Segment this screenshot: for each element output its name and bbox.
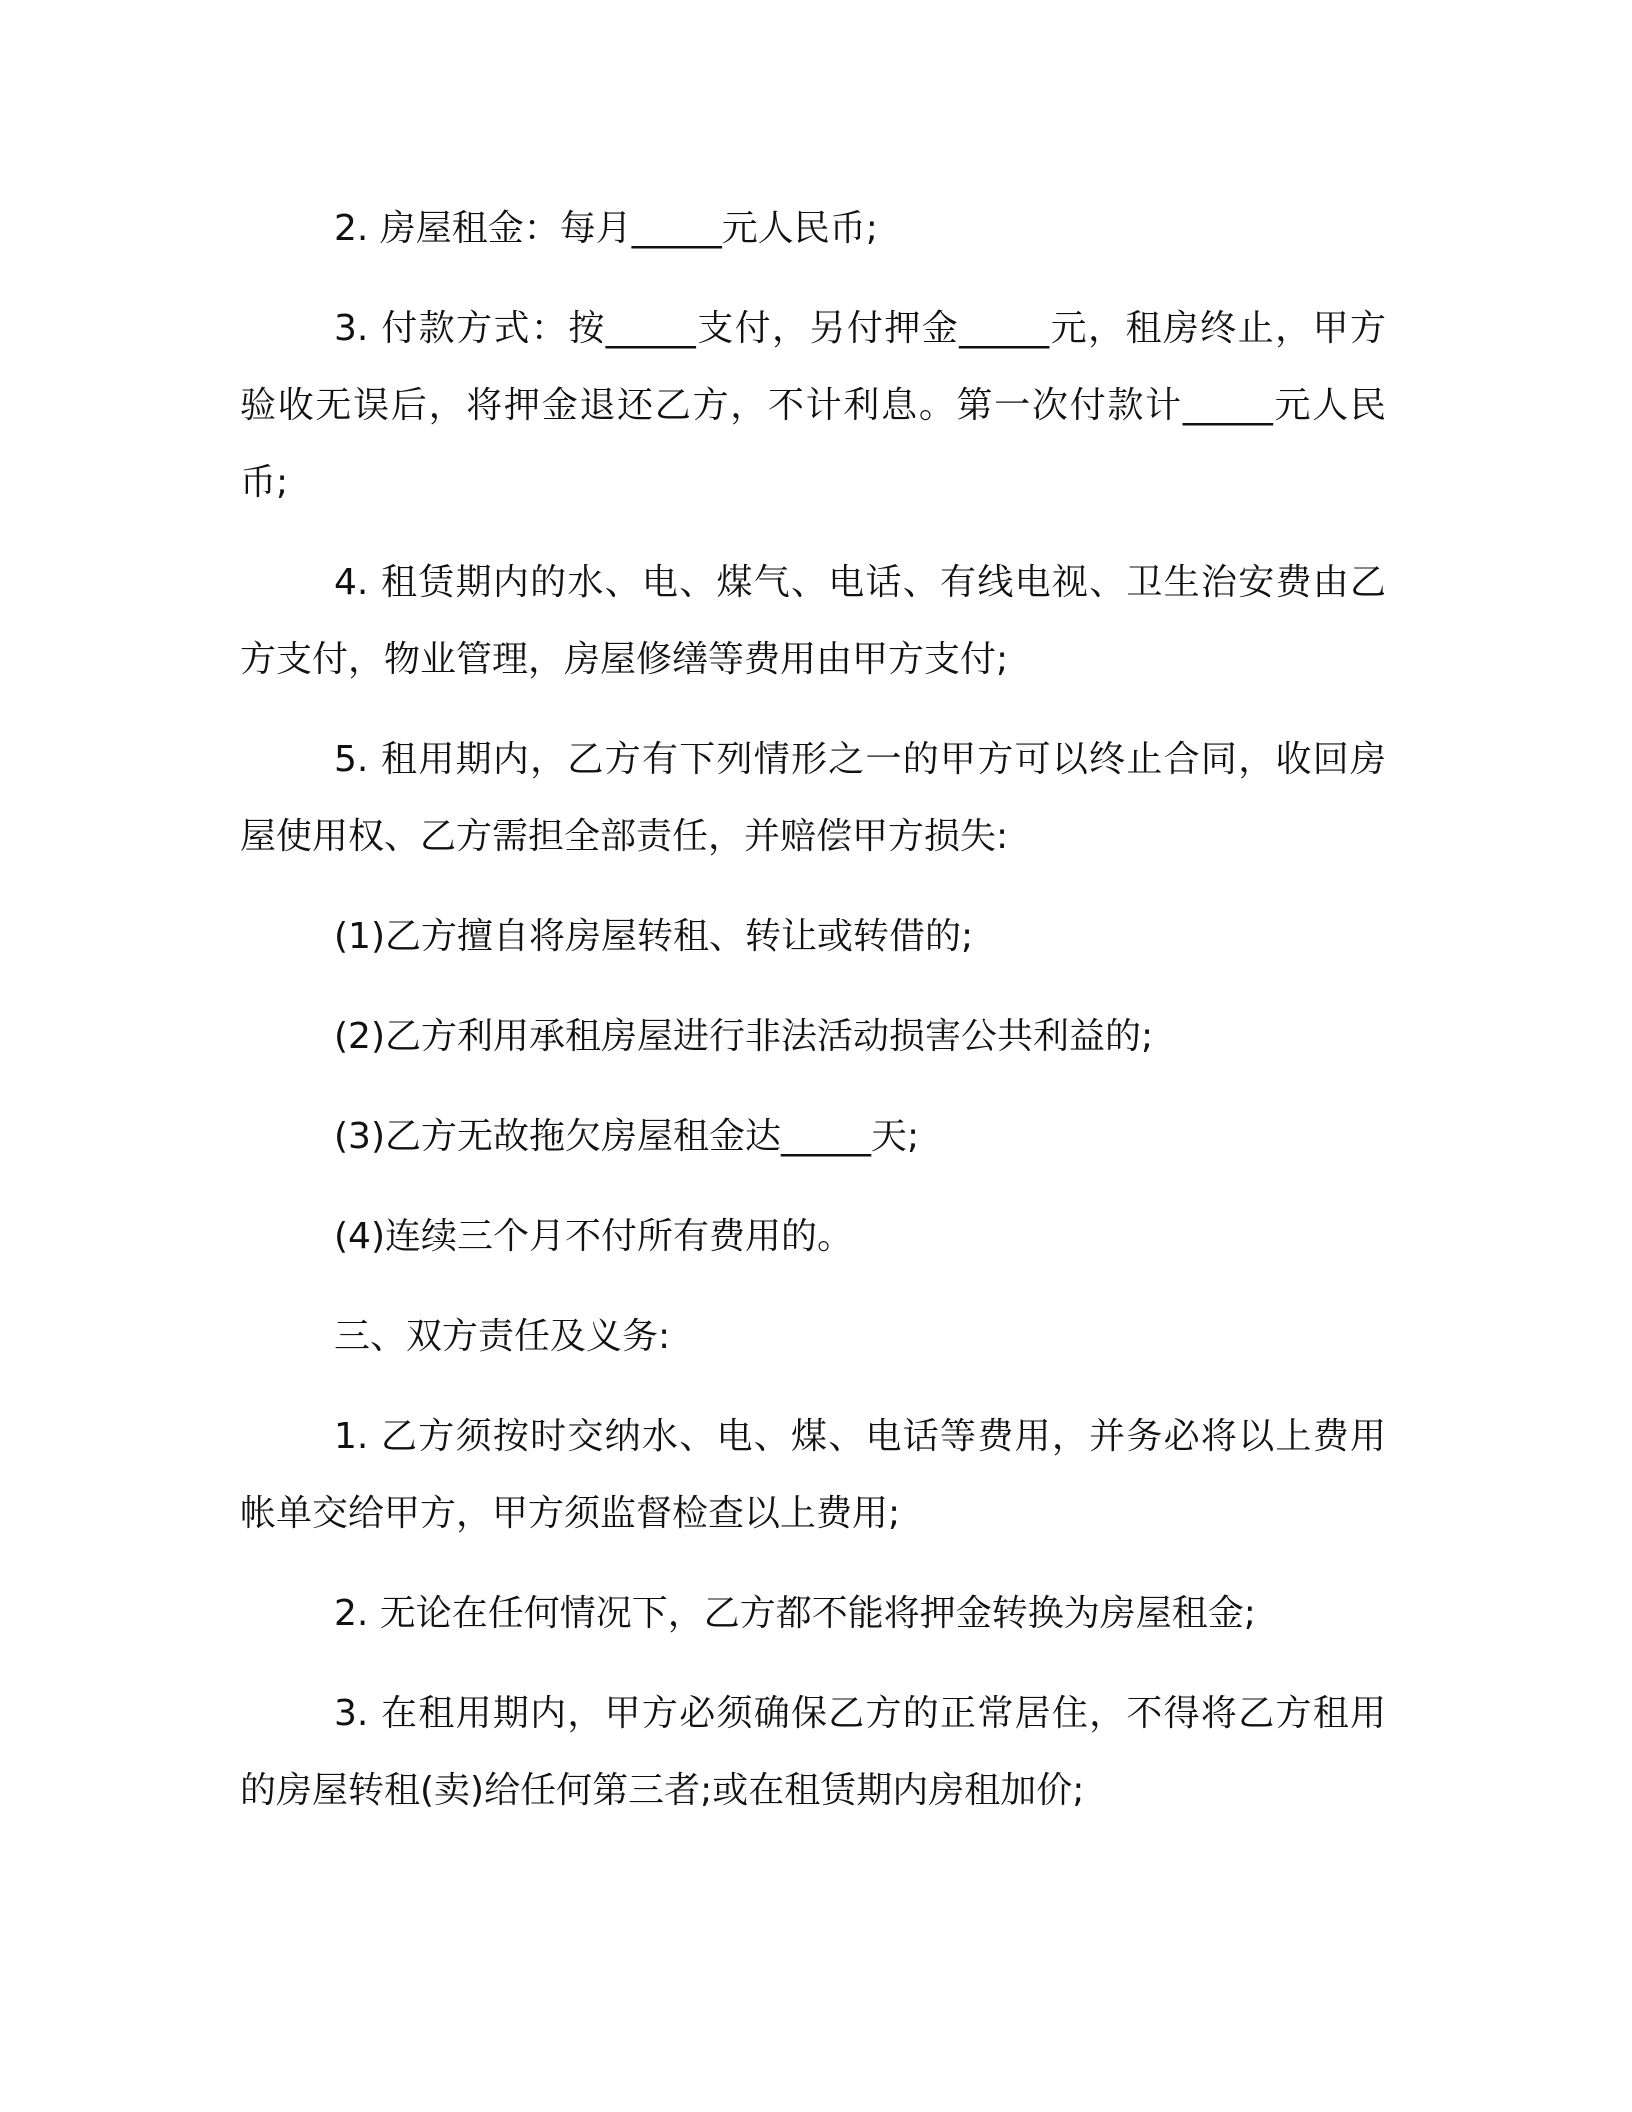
paragraph-termination: 5. 租用期内，乙方有下列情形之一的甲方可以终止合同，收回房屋使用权、乙方需担全部责任，并赔偿甲方损失:: [240, 739, 1386, 857]
section-heading-responsibilities: 三、双方责任及义务:: [334, 1316, 671, 1357]
document-body: [240, 190, 1386, 1852]
paragraph-duty-1: 1. 乙方须按时交纳水、电、煤、电话等费用，并务必将以上费用帐单交给甲方，甲方须监督检查以上费用;: [240, 1416, 1386, 1534]
paragraph-payment-method: 3. 付款方式：按_____支付，另付押金_____元，租房终止，甲方验收无误后，将押金退还乙方，不计利息。第一次付款计_____元人民币;: [240, 308, 1386, 503]
paragraph-duty-3: 3. 在租用期内，甲方必须确保乙方的正常居住，不得将乙方租用的房屋转租(卖)给任何第三者;或在租赁期内房租加价;: [240, 1693, 1386, 1811]
paragraph-rent: 2. 房屋租金：每月_____元人民币;: [334, 208, 878, 249]
paragraph-case-4: (4)连续三个月不付所有费用的。: [334, 1216, 853, 1257]
paragraph-case-1: (1)乙方擅自将房屋转租、转让或转借的;: [334, 916, 974, 957]
paragraph-fees: 4. 租赁期内的水、电、煤气、电话、有线电视、卫生治安费由乙方支付，物业管理，房屋修缮等费用由甲方支付;: [240, 562, 1386, 680]
paragraph-case-2: (2)乙方利用承租房屋进行非法活动损害公共利益的;: [334, 1016, 1154, 1057]
paragraph-duty-2: 2. 无论在任何情况下，乙方都不能将押金转换为房屋租金;: [334, 1593, 1256, 1634]
paragraph-case-3: (3)乙方无故拖欠房屋租金达_____天;: [334, 1116, 920, 1157]
